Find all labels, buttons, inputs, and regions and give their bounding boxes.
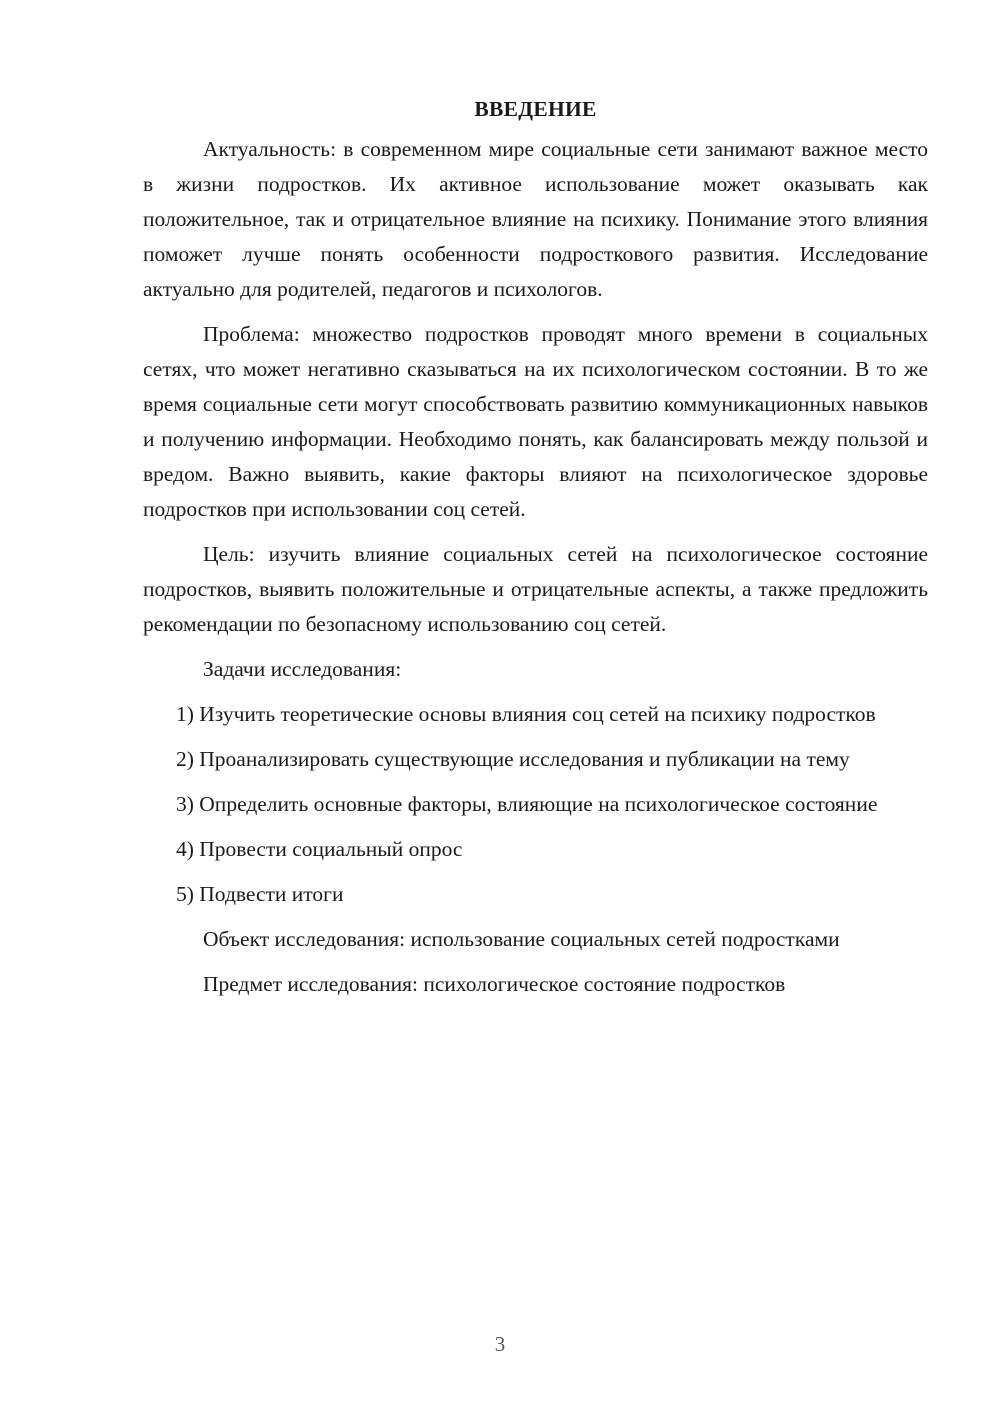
task-item: 2) Проанализировать существующие исследования и публикации на тему [176, 747, 850, 771]
section-title: ВВЕДЕНИЕ [474, 97, 597, 121]
goal-paragraph: Цель: изучить влияние социальных сетей на психологическое состояние подростков, выявить положительные и отрицательные аспекты, а также предложить рекомендации по безопасному использованию соц сетей. [143, 542, 928, 636]
relevance-paragraph: Актуальность: в современном мире социальные сети занимают важное место в жизни подростков. Их активное использование может оказывать как положительное, так и отрицательное влияние на психику. Понимание этого влияния поможет лучше понять особенности подросткового развития. Исследование актуально для родителей, педагогов и психологов. [143, 137, 928, 301]
task-item: 4) Провести социальный опрос [176, 837, 463, 861]
tasks-heading: Задачи исследования: [203, 657, 402, 681]
document-page [143, 92, 928, 1012]
subject-paragraph: Предмет исследования: психологическое состояние подростков [203, 972, 786, 996]
object-paragraph: Объект исследования: использование социальных сетей подростками [203, 927, 840, 951]
task-item: 1) Изучить теоретические основы влияния соц сетей на психику подростков [176, 702, 876, 726]
task-item: 3) Определить основные факторы, влияющие на психологическое состояние [176, 792, 878, 816]
problem-paragraph: Проблема: множество подростков проводят много времени в социальных сетях, что может негативно сказываться на их психологическом состоянии. В то же время социальные сети могут способствовать развитию коммуникационных навыков и получению информации. Необходимо понять, как балансировать между пользой и вредом. Важно выявить, какие факторы влияют на психологическое здоровье подростков при использовании соц сетей. [143, 322, 928, 521]
task-item: 5) Подвести итоги [176, 882, 344, 906]
page-number: 3 [494, 1332, 506, 1356]
